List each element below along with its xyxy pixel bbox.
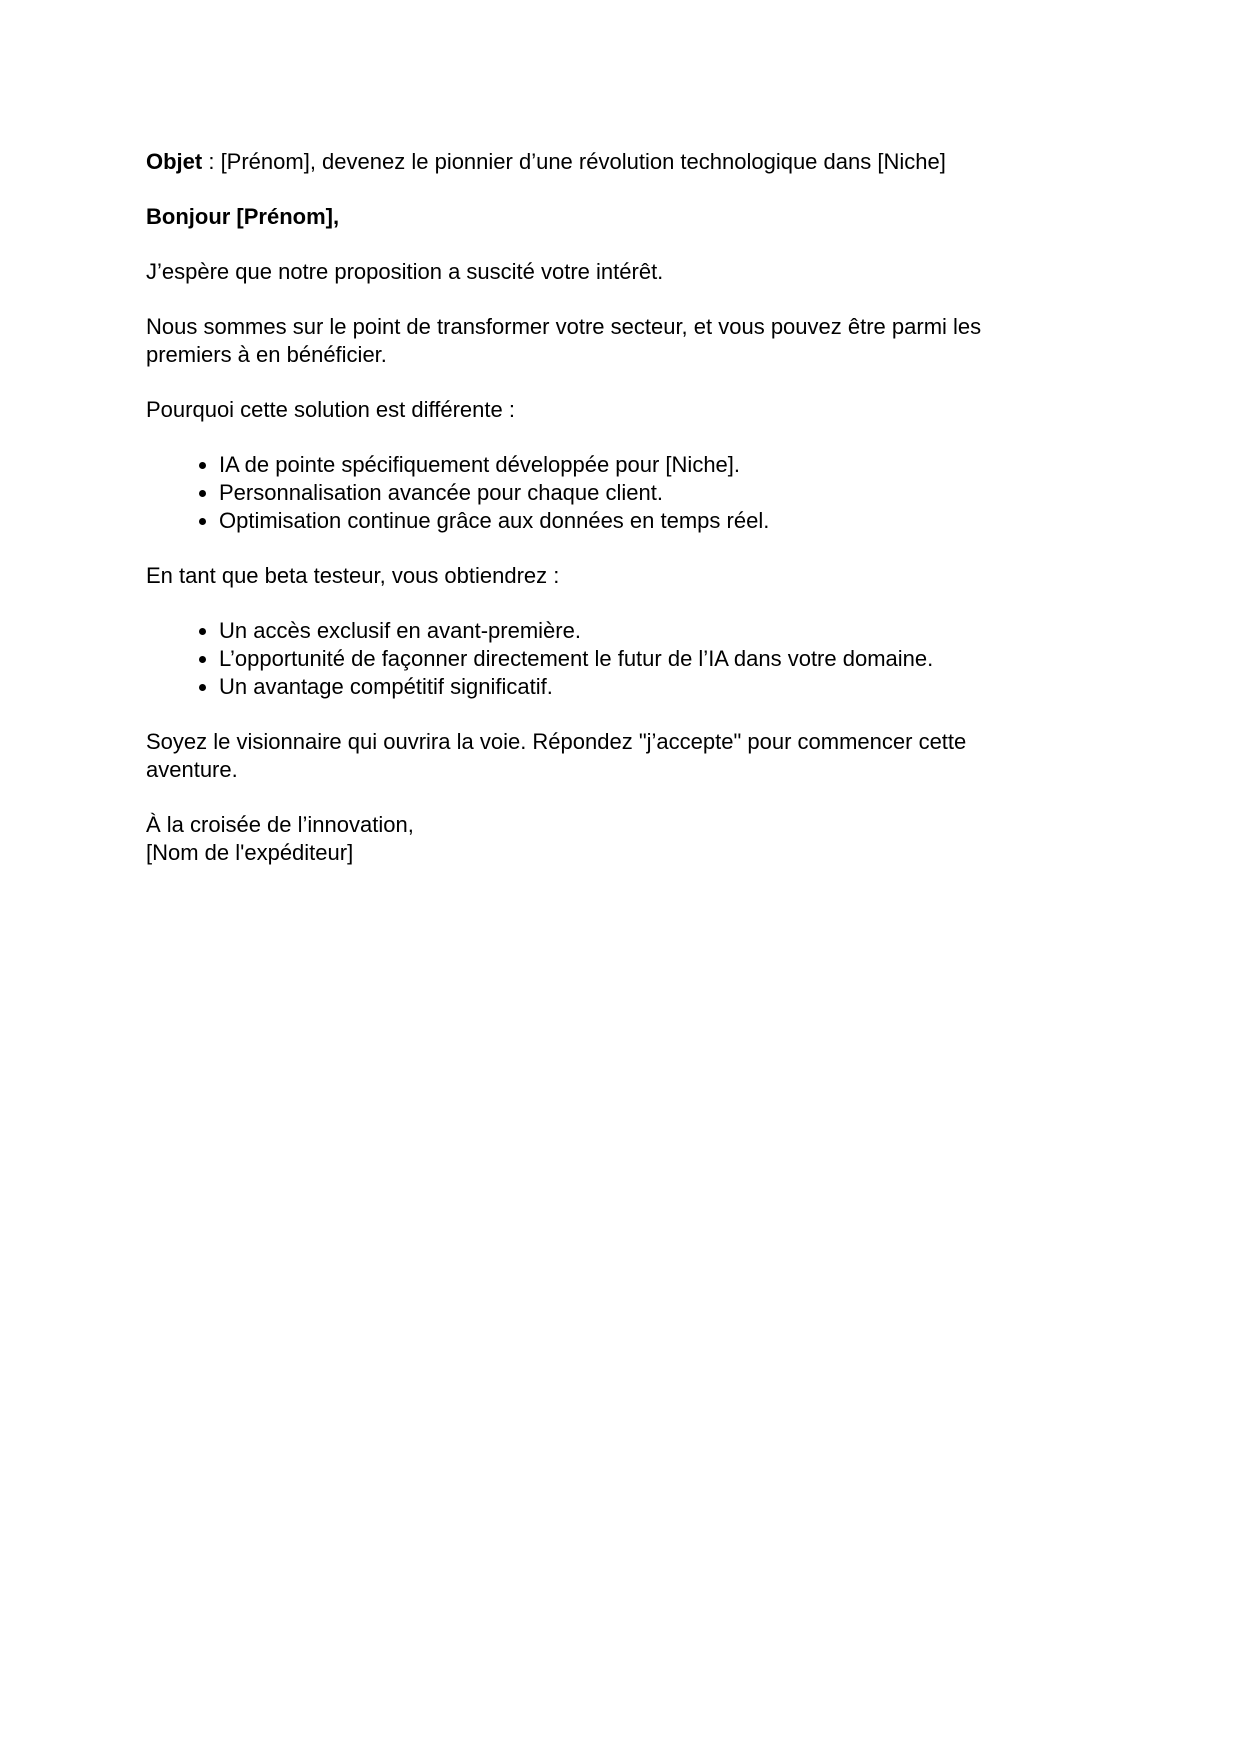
cta-line-2: aventure. — [146, 757, 238, 782]
why-heading: Pourquoi cette solution est différente : — [146, 397, 515, 422]
subject-label: Objet — [146, 149, 203, 174]
signature-block — [146, 811, 1096, 867]
list-item: • Personnalisation avancée pour chaque client. — [219, 479, 1096, 507]
hook-line-1: Nous sommes sur le point de transformer votre secteur, et vous pouvez être parmi les — [146, 314, 982, 339]
hook-paragraph — [146, 313, 1096, 369]
beta-heading: En tant que beta testeur, vous obtiendrez : — [146, 563, 560, 588]
intro-paragraph: J’espère que notre proposition a suscité votre intérêt. — [146, 259, 664, 284]
subject-text: : [Prénom], devenez le pionnier d’une révolution technologique dans [Niche] — [202, 149, 946, 174]
list-item: • L’opportunité de façonner directement le futur de l’IA dans votre domaine. — [219, 645, 1096, 673]
beta-bullet-list — [146, 617, 1096, 701]
signature-closing: À la croisée de l’innovation, — [146, 812, 414, 837]
subject-line — [146, 148, 1096, 176]
hook-line-2: premiers à en bénéficier. — [146, 342, 387, 367]
greeting: Bonjour [Prénom], — [146, 204, 340, 229]
why-bullet-list — [146, 451, 1096, 535]
list-item: • Un accès exclusif en avant-première. — [219, 617, 1096, 645]
cta-line-1: Soyez le visionnaire qui ouvrira la voie. Répondez "j’accepte" pour commencer cette — [146, 729, 967, 754]
list-item: • Un avantage compétitif significatif. — [219, 673, 1096, 701]
list-item: • Optimisation continue grâce aux données en temps réel. — [219, 507, 1096, 535]
list-item: • IA de pointe spécifiquement développée pour [Niche]. — [219, 451, 1096, 479]
cta-paragraph — [146, 728, 1096, 784]
signature-sender: [Nom de l'expéditeur] — [146, 840, 354, 865]
